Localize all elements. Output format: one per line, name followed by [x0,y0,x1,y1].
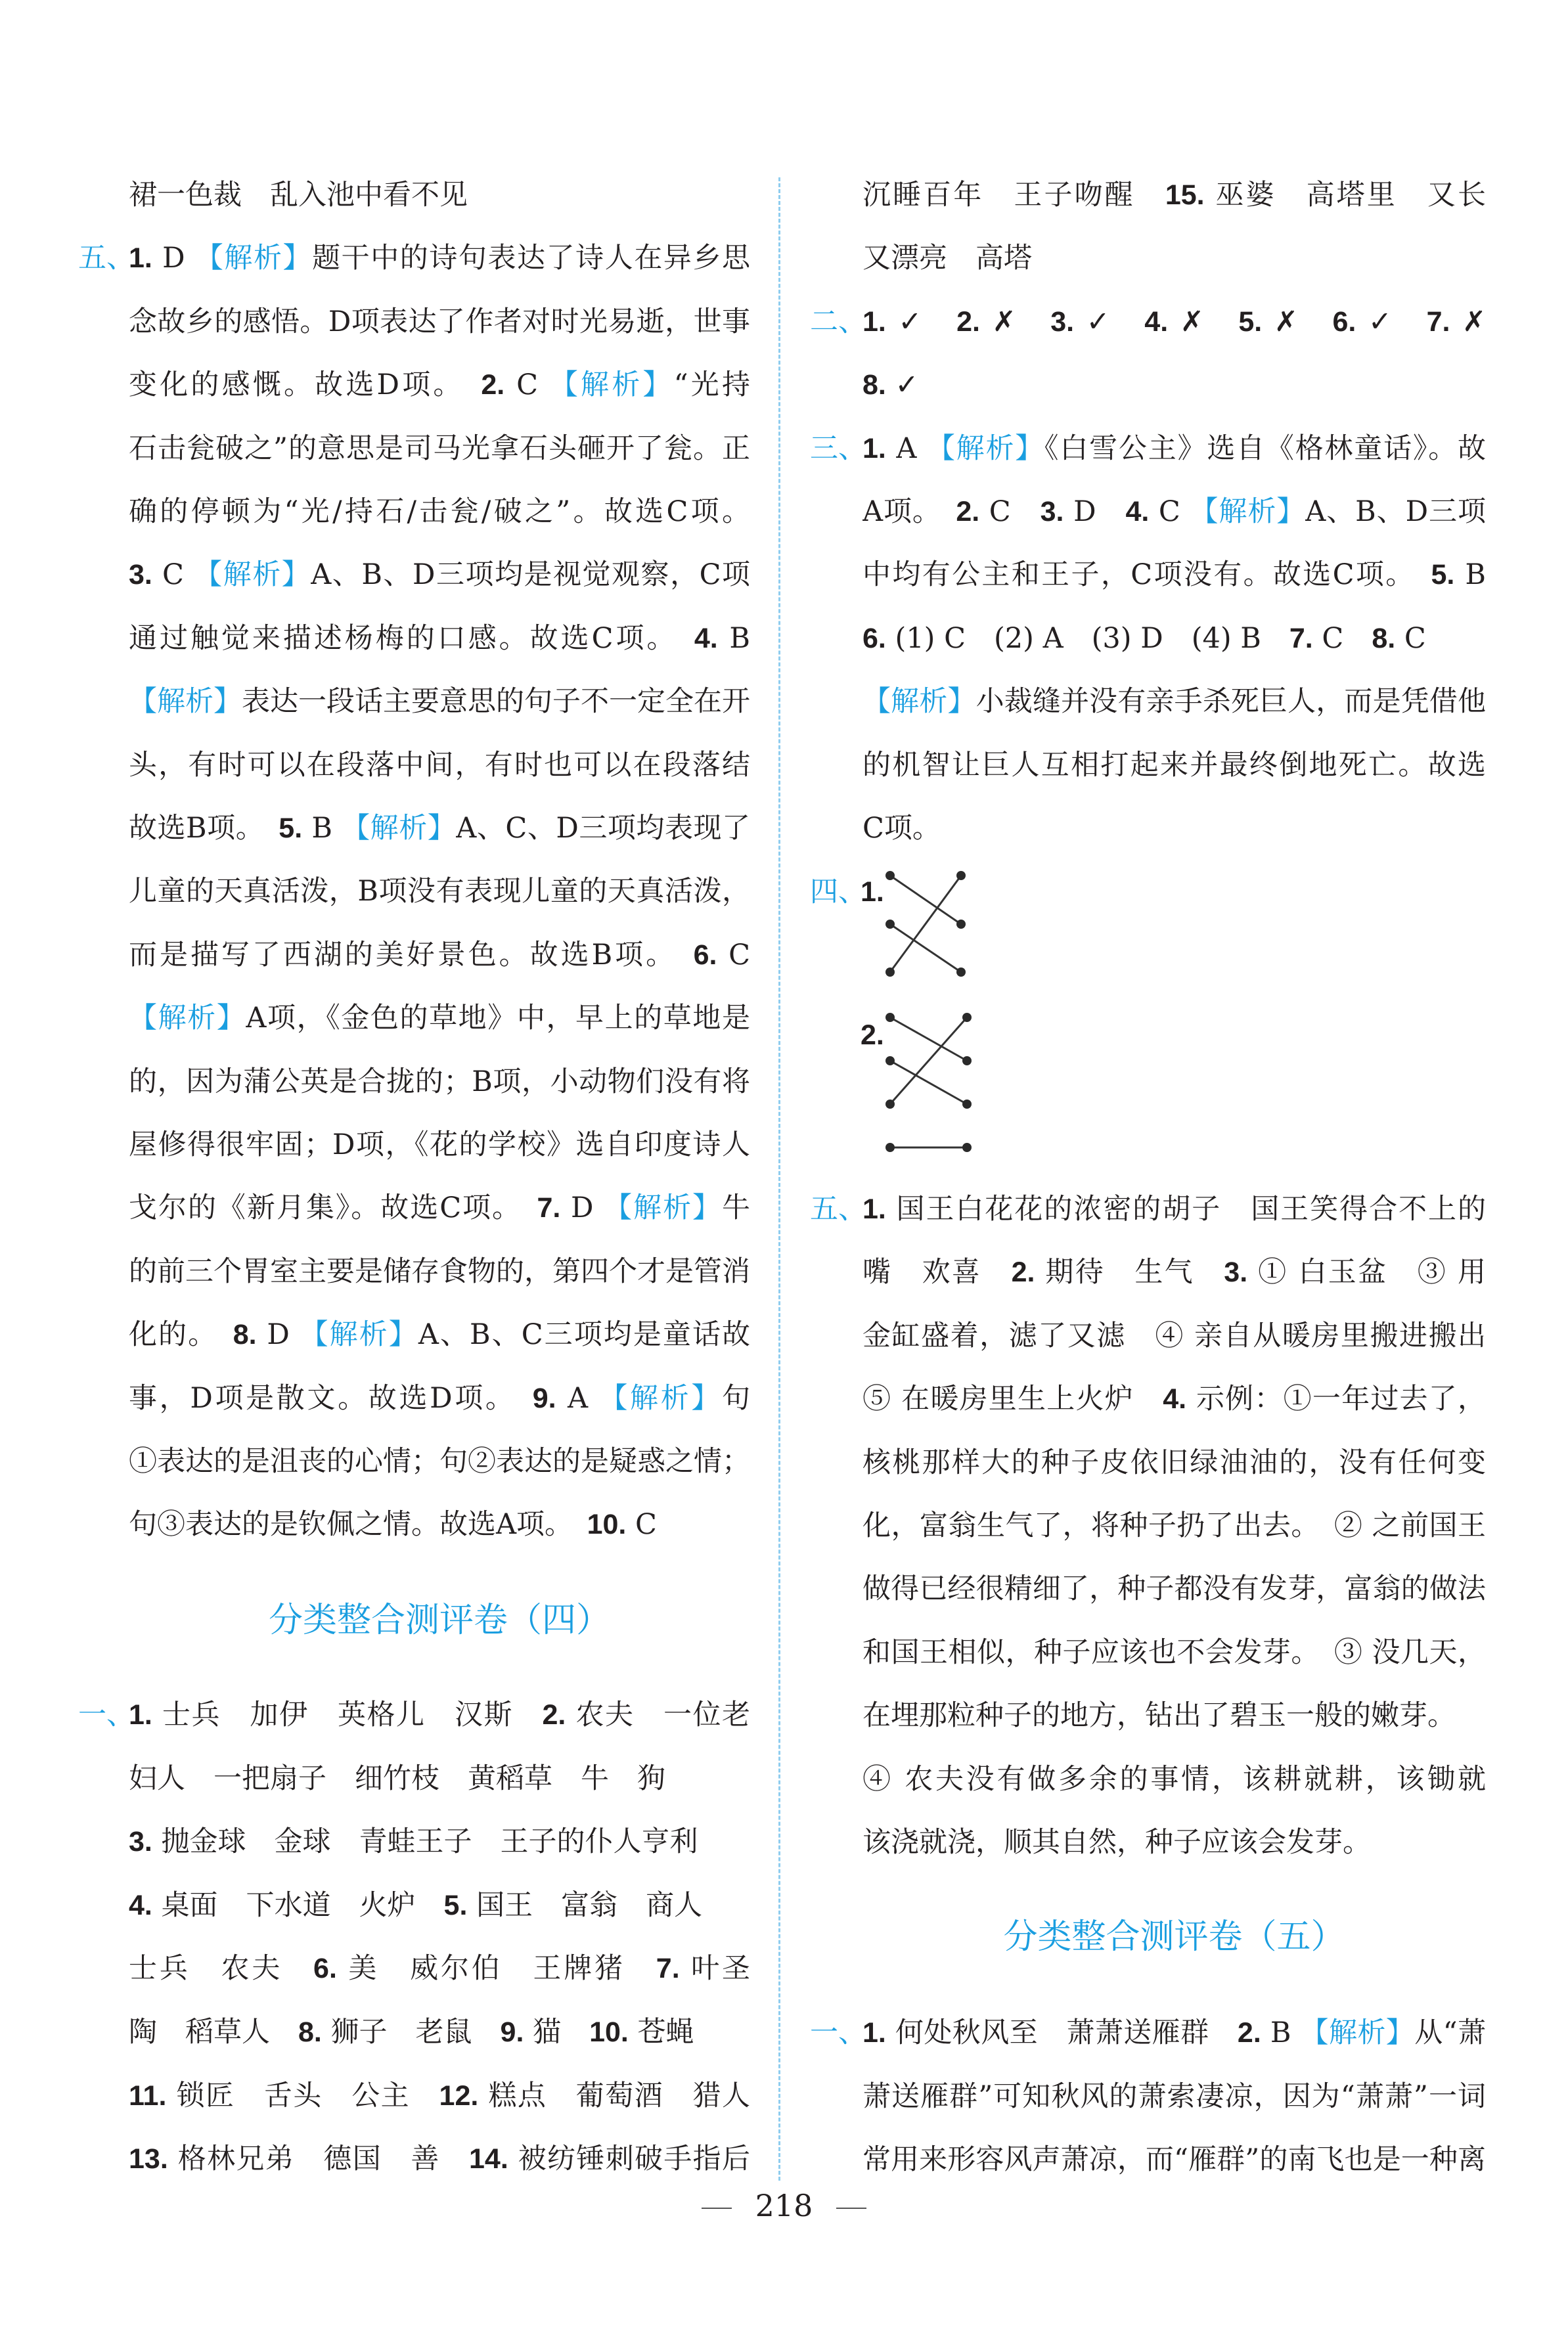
question-number: 12. [439,2080,479,2112]
answer-text: C项。 [862,812,941,845]
answer-text: C [504,368,550,401]
matching-dot [956,871,966,880]
matching-dot [962,1100,972,1109]
answer-text: C [979,495,1041,528]
answer-text: 牛 [722,1191,750,1224]
answer-text: C [626,1508,657,1541]
question-number: 2. [956,306,980,338]
answer-text: 《白雪公主》选自《格林童话》。故 [1044,432,1486,465]
section-label: 三、 [810,432,866,465]
answer-text: 屋修得很牢固；D项，《花的学校》选自印度诗人 [129,1128,750,1161]
question-number: 6. [862,623,886,654]
answer-text: A、B、D三项均是视觉观察，C项 [311,558,750,591]
question-number: 7. [1289,623,1313,654]
answer-text: 国王 富翁 商人 [467,1889,703,1922]
matching-line [890,876,961,924]
answer-text: 何处秋风至 萧萧送雁群 [885,2016,1238,2049]
answer-text: 农夫 一位老 [566,1699,750,1731]
question-number: 7. [656,1953,680,1984]
question-number: 4. [1125,496,1150,527]
answer-text: ✓ [1074,305,1145,338]
section-heading-5: 分类整合测评卷（五） [1003,1917,1345,1957]
answer-text: ✗ [1450,305,1486,338]
answer-text: 确的停顿为“光/持石/击瓮/破之”。故选C项。 [129,495,750,528]
question-number: 2. [542,1699,566,1731]
answer-text: 和国王相似，种子应该也不会发芽。 ③ 没几天， [862,1636,1486,1669]
matching-dot [885,1013,895,1022]
page-number: 218 [755,2188,813,2223]
question-number: 3. [129,559,152,590]
question-number: 6. [313,1953,337,1984]
answer-text: 在埋那粒种子的地方，钻出了碧玉一般的嫩芽。 [862,1699,1456,1732]
matching-dot [956,920,966,929]
answer-text: 锁匠 舌头 公主 [166,2079,439,2112]
answer-text: A项，《金色的草地》中，早上的草地是 [246,1002,750,1034]
question-number: 7. [537,1192,561,1224]
answer-text: ⑤ 在暖房里生上火炉 [862,1383,1163,1415]
question-number: 2. [956,496,980,527]
answer-text: B [1454,558,1486,591]
answer-text: 而是描写了西湖的美好景色。故选B项。 [129,939,694,971]
answer-text: 桌面 下水道 火炉 [152,1889,444,1922]
question-number: 3. [1040,496,1064,527]
answer-text: 变化的感慨。故选D项。 [129,368,482,401]
question-number: 14. [468,2143,508,2175]
answer-text: C [1312,622,1372,655]
answer-text: 示例：①一年过去了， [1196,1383,1486,1415]
answer-text: A [556,1382,600,1415]
answer-text: 通过触觉来描述杨梅的口感。故选C项。 [129,622,694,655]
answer-text: 叶圣 [679,1952,750,1985]
question-number: 9. [532,1383,556,1414]
question-number: 1. [862,433,886,464]
question-number: 8. [298,2016,322,2048]
answer-text: ✗ [1168,305,1239,338]
answer-text: 苍蝇 [628,2016,694,2049]
question-number: 4. [1144,306,1169,338]
answer-text: 糕点 葡萄酒 猎人 [478,2079,750,2112]
answer-text: ① 白玉盆 ③ 用 [1247,1256,1486,1289]
answer-text: 头，有时可以在段落中间，有时也可以在段落结 [129,749,750,782]
section-label: 一、 [810,2016,866,2049]
question-number: 1. [129,242,152,274]
question-number: 1. [129,1699,152,1731]
answer-text: 儿童的天真活泼，B项没有表现儿童的天真活泼， [129,875,750,908]
answer-text: 巫婆 高塔里 又长 [1204,179,1486,211]
question-number: 2. [1011,1256,1035,1288]
analysis-tag: 【解析】 [300,1318,418,1351]
answer-text: B [1261,2016,1301,2049]
answer-text: 该浇就浇，顺其自然，种子应该会发芽。 [862,1826,1371,1859]
answer-text: 题干中的诗句表达了诗人在异乡思 [312,242,750,275]
answer-text: B [717,622,750,655]
answer-text: “光持 [673,368,750,401]
question-number: 5. [279,812,303,844]
analysis-tag: 【解析】 [926,432,1045,465]
answer-text: 从“萧 [1414,2016,1486,2049]
question-number: 8. [862,369,886,401]
question-number: 3. [129,1826,152,1857]
answer-text: A [885,432,927,465]
answer-text: ✓ [885,305,957,338]
answer-text: ①表达的是沮丧的心情；句②表达的是疑惑之情； [129,1445,750,1478]
question-number: 1. [862,306,886,338]
matching-dot [956,967,966,977]
answer-text: A项。 [862,495,956,528]
answer-text: 格林兄弟 德国 善 [168,2143,469,2175]
answer-text: 的前三个胃室主要是储存食物的，第四个才是管消 [129,1255,750,1288]
section-label: 五、 [78,242,135,275]
answer-text: 故选B项。 [129,812,279,845]
answer-text: 士兵 加伊 英格儿 汉斯 [152,1699,543,1731]
answer-text: 核桃那样大的种子皮依旧绿油油的，没有任何变 [862,1446,1486,1479]
answer-text: 陶 稻草人 [129,2016,298,2049]
answer-text: 士兵 农夫 [129,1952,314,1985]
answer-text: (1) C (2) A (3) D (4) B [885,622,1289,655]
analysis-tag: 【解析】 [1190,495,1306,528]
answer-text: ✓ [885,368,919,401]
answer-text: 妇人 一把扇子 细竹枝 黄稻草 牛 狗 [129,1762,665,1795]
footer-dash [702,2208,732,2209]
answer-text: 嘴 欢喜 [862,1256,1012,1289]
answer-text: 萧送雁群”可知秋风的萧索凄凉，因为“萧萧”一词 [862,2080,1486,2113]
question-number: 6. [693,939,717,971]
matching-dot [885,967,895,977]
answer-text: 化的。 [129,1318,233,1351]
answer-text: 沉睡百年 王子吻醒 [862,179,1165,211]
answer-text: A、B、D三项 [1305,495,1486,528]
answer-text: 表达一段话主要意思的句子不一定全在开 [242,685,750,718]
answer-text: 期待 生气 [1035,1256,1224,1289]
answer-text: 抛金球 金球 青蛙王子 王子的仆人亨利 [152,1825,698,1858]
section-heading-4: 分类整合测评卷（四） [268,1601,610,1640]
answer-text: 中均有公主和王子，C项没有。故选C项。 [862,558,1431,591]
answer-text: D [152,242,195,275]
answer-text: C [717,939,750,971]
question-number: 9. [500,2016,524,2048]
question-number: 3. [1050,306,1075,338]
matching-line [890,876,961,972]
matching-dot [885,1100,895,1109]
answer-text: D [560,1191,604,1224]
question-number: 11. [129,2080,167,2112]
question-number: 8. [233,1319,257,1350]
answer-text: 做得已经很精细了，种子都没有发芽，富翁的做法 [862,1572,1486,1605]
answer-text: ✗ [1262,305,1333,338]
answer-text: 国王白花花的浓密的胡子 国王笑得合不上的 [885,1193,1486,1226]
question-number: 13. [129,2143,168,2175]
question-number: 2. [481,369,505,401]
answer-text: 句 [722,1382,750,1415]
answer-text: 念故乡的感悟。D项表达了作者对时光易逝，世事 [129,305,750,338]
answer-text: 常用来形容风声萧凉，而“雁群”的南飞也是一种离 [862,2143,1486,2176]
question-number: 8. [1372,623,1396,654]
answer-text: B [302,812,342,845]
question-number: 4. [694,623,718,654]
answer-text: ✓ [1356,305,1427,338]
question-number: 2. [1237,2017,1261,2049]
matching-dot [885,871,895,880]
analysis-tag: 【解析】 [1300,2016,1415,2049]
analysis-tag: 【解析】 [549,368,674,401]
matching-q2-label: 2. [861,1019,884,1051]
answer-text: 美 威尔伯 王牌猪 [336,1952,656,1985]
section-label: 四、 [810,876,866,908]
answer-text: C [152,558,194,591]
analysis-tag: 【解析】 [194,558,311,591]
answer-text: 被纺锤刺破手指后 [508,2143,750,2175]
answer-text: 的机智让巨人互相打起来并最终倒地死亡。故选 [862,749,1486,782]
question-number: 10. [587,1509,627,1540]
matching-dot [962,1013,972,1022]
answer-text: 的，因为蒲公英是合拢的；B项，小动物们没有将 [129,1065,750,1098]
question-number: 5. [1431,559,1455,590]
matching-line [890,1017,967,1104]
answer-text: 猫 [524,2016,590,2049]
question-number: 1. [862,2017,886,2049]
answer-text: 石击瓮破之”的意思是司马光拿石头砸开了瓮。正 [129,432,750,465]
section-label: 二、 [810,305,866,338]
question-number: 4. [1163,1383,1187,1415]
answer-text: 金缸盛着，滤了又滤 ④ 亲自从暖房里搬进搬出 [862,1320,1486,1352]
matching-dot [885,920,895,929]
answer-text: 又漂亮 高塔 [862,242,1032,275]
question-number: 6. [1332,306,1356,338]
section-label: 一、 [78,1699,135,1731]
question-number: 1. [862,1193,886,1225]
question-number: 7. [1426,306,1450,338]
analysis-tag: 【解析】 [129,1002,246,1034]
answer-text: 事，D项是散文。故选D项。 [129,1382,533,1415]
answer-text: A、C、D三项均表现了 [456,812,750,845]
answer-text: 戈尔的《新月集》。故选C项。 [129,1191,537,1224]
question-number: 5. [443,1890,468,1921]
matching-dot [885,1056,895,1065]
analysis-tag: 【解析】 [129,685,242,718]
answer-text: 裙一色裁 乱入池中看不见 [129,179,468,211]
analysis-tag: 【解析】 [342,812,457,845]
section-label: 五、 [810,1193,866,1226]
page-footer [0,2184,1568,2227]
matching-dot [962,1056,972,1065]
answer-text: ④ 农夫没有做多余的事情，该耕就耕，该锄就 [862,1763,1486,1796]
matching-dot [962,1143,972,1152]
matching-dot [885,1143,895,1152]
question-number: 10. [589,2016,629,2048]
analysis-tag: 【解析】 [862,685,976,718]
footer-dash [836,2208,866,2209]
answer-text: 小裁缝并没有亲手杀死巨人，而是凭借他 [975,685,1486,718]
question-number: 15. [1165,179,1205,211]
answer-text: C [1395,622,1426,655]
answer-text: 句③表达的是钦佩之情。故选A项。 [129,1508,587,1541]
matching-line [890,924,961,972]
matching-line [890,1017,967,1061]
question-number: 4. [129,1890,152,1921]
matching-line [890,1061,967,1104]
answer-text: D [1064,495,1126,528]
analysis-tag: 【解析】 [599,1382,722,1415]
question-number: 3. [1224,1256,1248,1288]
analysis-tag: 【解析】 [194,242,313,275]
answer-text: ✗ [979,305,1051,338]
answer-text: D [256,1318,300,1351]
analysis-tag: 【解析】 [604,1191,723,1224]
answer-text: C [1149,495,1190,528]
answer-text: 狮子 老鼠 [321,2016,501,2049]
question-number: 5. [1238,306,1263,338]
matching-q1-label: 1. [861,876,884,908]
answer-text: 化，富翁生气了，将种子扔了出去。 ② 之前国王 [862,1509,1486,1542]
answer-text: A、B、C三项均是童话故 [418,1318,750,1351]
